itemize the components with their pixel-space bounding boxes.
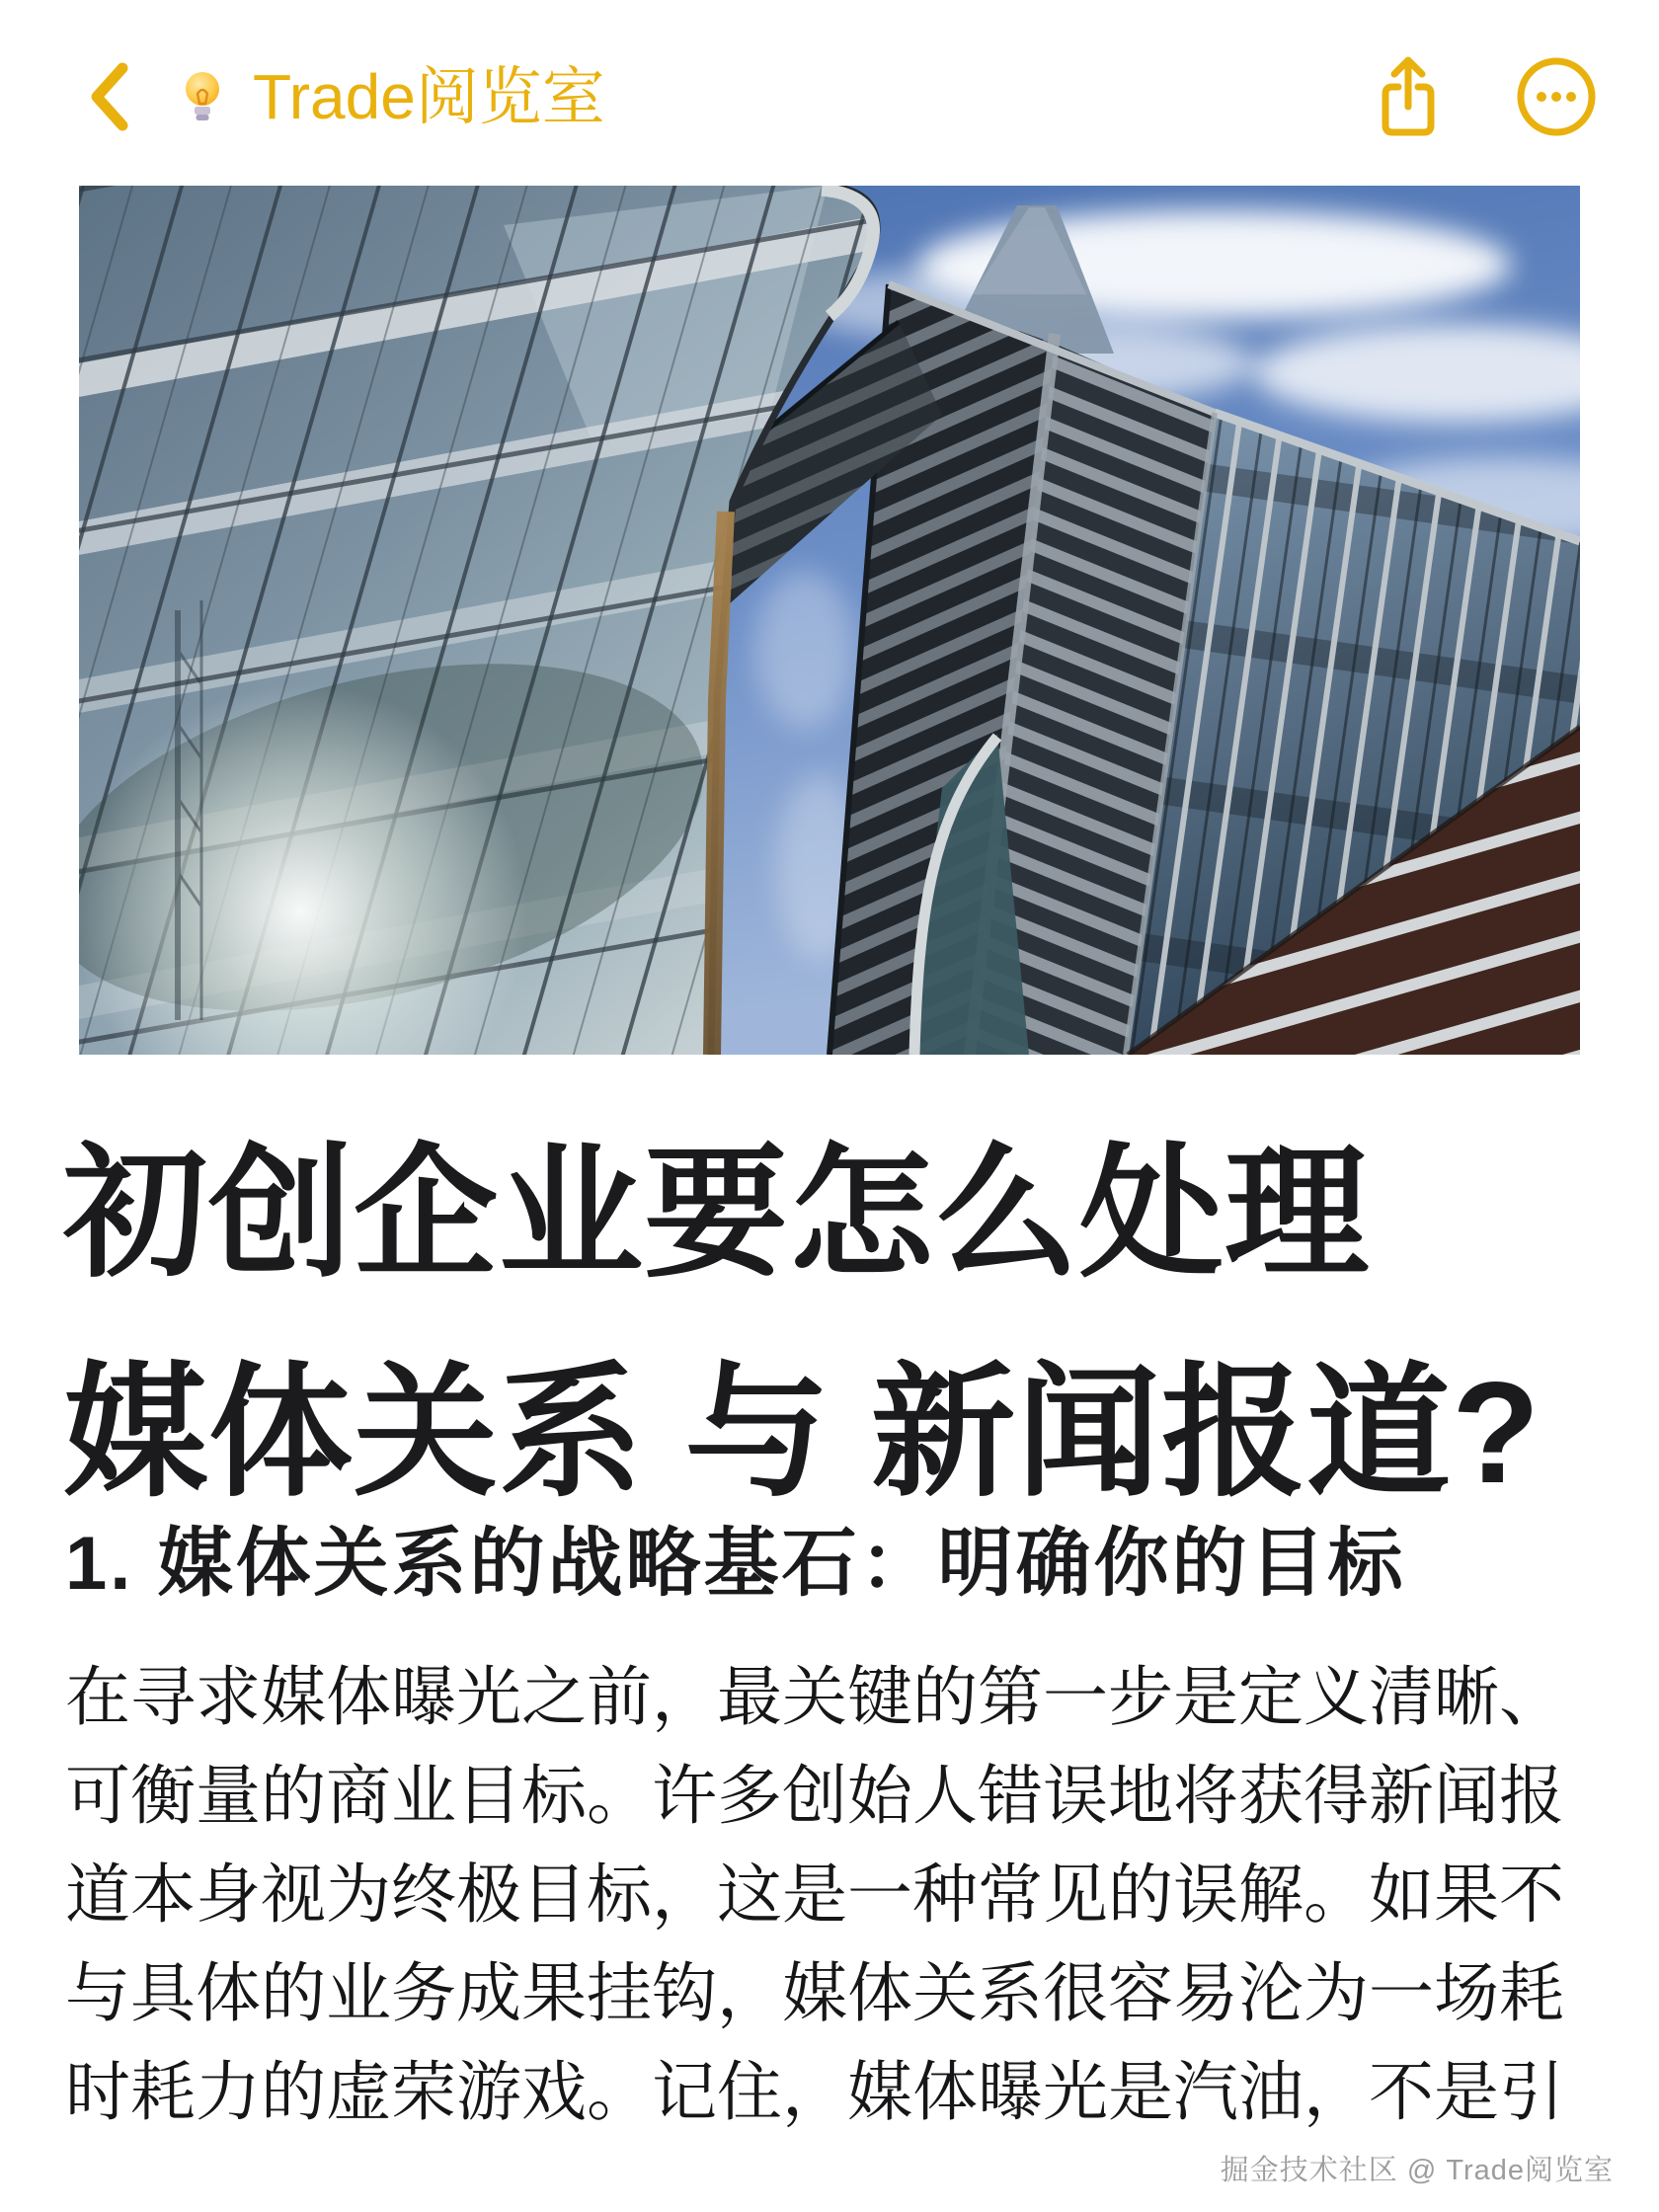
article-title-line1: 初创企业要怎么处理 <box>63 1133 1370 1294</box>
navigation-bar <box>0 0 1659 194</box>
share-icon[interactable] <box>1379 53 1438 140</box>
hero-image <box>79 186 1580 1055</box>
paragraph-line: 可衡量的商业目标。许多创始人错误地将获得新闻报 <box>65 1759 1564 1832</box>
paragraph-line: 时耗力的虚荣游戏。记住，媒体曝光是汽油，不是引 <box>65 2055 1564 2128</box>
paragraph-line: 在寻求媒体曝光之前，最关键的第一步是定义清晰、 <box>65 1660 1564 1733</box>
paragraph-line: 与具体的业务成果挂钩，媒体关系很容易沦为一场耗 <box>65 1956 1564 2029</box>
article-title-line2: 媒体关系 与 新闻报道? <box>63 1352 1541 1513</box>
section-heading: 1. 媒体关系的战略基石：明确你的目标 <box>65 1522 1406 1606</box>
paragraph-line: 道本身视为终极目标，这是一种常见的误解。如果不 <box>65 1857 1564 1931</box>
lightbulb-icon <box>180 70 225 123</box>
article-title <box>63 1104 1540 1542</box>
nav-left-group <box>87 61 605 132</box>
back-icon[interactable] <box>87 61 130 132</box>
watermark: 掘金技术社区 @ Trade阅览室 <box>1220 2155 1614 2186</box>
more-options-icon[interactable] <box>1515 55 1598 138</box>
notebook-title[interactable]: Trade阅览室 <box>253 61 605 132</box>
article-paragraph <box>65 1647 1564 2141</box>
nav-right-group <box>1379 53 1598 140</box>
